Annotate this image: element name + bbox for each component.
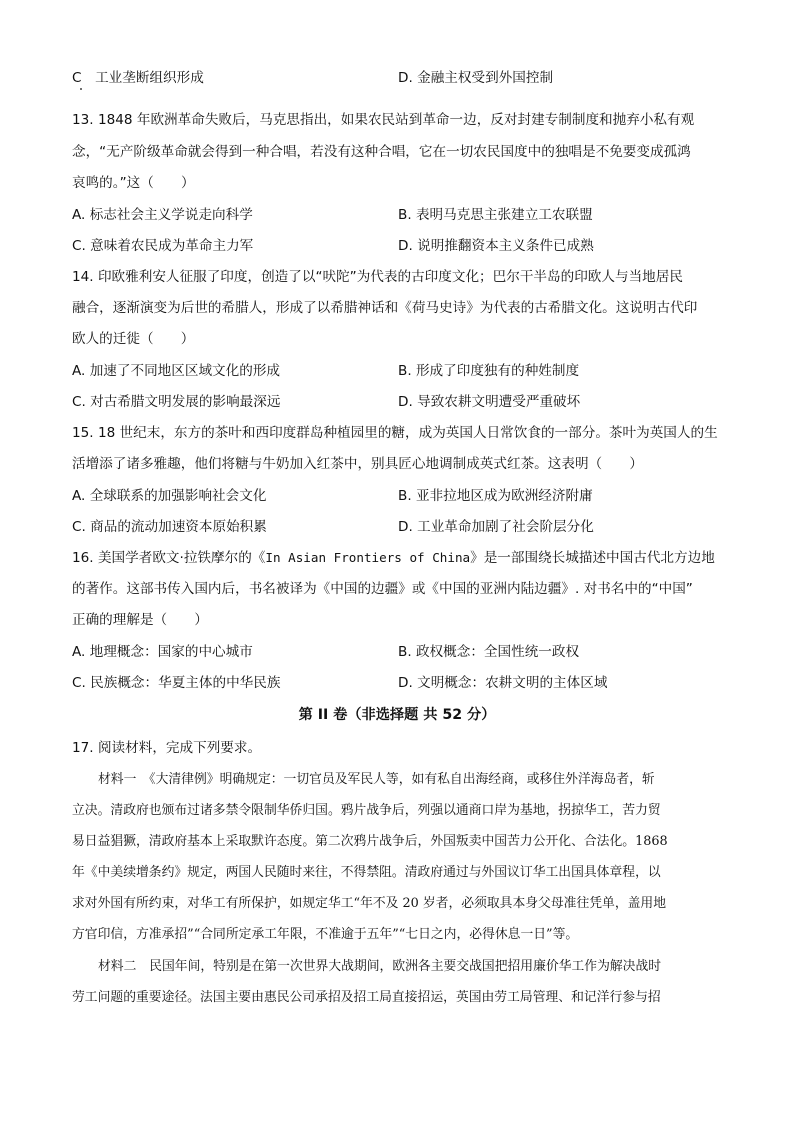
q15-option-d[interactable]: D. 工业革命加剧了社会阶层分化: [398, 519, 594, 535]
prev-option-c: C 工业垄断组织形成: [72, 70, 204, 86]
q16-option-d[interactable]: D. 文明概念：农耕文明的主体区域: [398, 675, 608, 691]
q16-line-1-pre: 16. 美国学者欧文·拉铁摩尔的《: [72, 550, 266, 566]
q17-material2-line-1: 材料二 民国年间，特别是在第一次世界大战期间，欧洲各主要交战国把招用廉价华工作为解决战时: [98, 959, 662, 974]
q16-line-3: 正确的理解是（ ）: [72, 612, 208, 628]
q13-option-c[interactable]: C. 意味着农民成为革命主力军: [72, 238, 254, 254]
q13-line-3: 哀鸣的。”这（ ）: [72, 175, 195, 191]
q17-material2-line-2: 劳工问题的重要途径。法国主要由惠民公司承招及招工局直接招运，英国由劳工局管理、和记洋行参与招: [72, 990, 661, 1005]
q16-book-title: In Asian Frontiers of China: [265, 550, 471, 565]
q17-material1-line-5: 求对外国有所约束，对华工有所保护，如规定华工“年不及 20 岁者，必须取具本身父母准往凭单，盖用地: [72, 896, 667, 911]
q14-line-3: 欧人的迁徙（ ）: [72, 331, 195, 347]
q16-line-1: [72, 546, 715, 566]
q16-line-2: 的著作。这部书传入国内后，书名被译为《中国的边疆》或《中国的亚洲内陆边疆》. 对书名中的“中国”: [72, 581, 693, 597]
stray-dot: [80, 88, 82, 90]
q14-option-d[interactable]: D. 导致农耕文明遭受严重破坏: [398, 394, 581, 410]
q17-material1-line-6: 方官印信，方准承招”“合同所定承工年限，不准逾于五年”“七日之内，必得休息一日”等。: [72, 927, 579, 942]
q13-line-1: 13. 1848 年欧洲革命失败后，马克思指出，如果农民站到革命一边，反对封建专制制度和抛弃小私有观: [72, 112, 695, 128]
q14-line-2: 融合，逐渐演变为后世的希腊人，形成了以希腊神话和《荷马史诗》为代表的古希腊文化。这说明古代印: [72, 300, 698, 316]
q15-line-2: 活增添了诸多雅趣，他们将糖与牛奶加入红茶中，别具匠心地调制成英式红茶。这表明（ ）: [72, 456, 643, 472]
q14-line-1: 14. 印欧雅利安人征服了印度，创造了以“吠陀”为代表的古印度文化；巴尔干半岛的印欧人与当地居民: [72, 269, 683, 285]
q13-line-2: 念，“无产阶级革命就会得到一种合唱，若没有这种合唱，它在一切农民国度中的独唱是不免要变成孤鸿: [72, 144, 691, 160]
section-2-title: 第 II 卷（非选择题 共 52 分）: [298, 707, 496, 723]
q15-option-b[interactable]: B. 亚非拉地区成为欧洲经济附庸: [398, 488, 593, 504]
q14-option-a[interactable]: A. 加速了不同地区区域文化的形成: [72, 363, 281, 379]
q13-option-b[interactable]: B. 表明马克思主张建立工农联盟: [398, 207, 593, 223]
q15-option-c[interactable]: C. 商品的流动加速资本原始积累: [72, 519, 267, 535]
prev-option-d: D. 金融主权受到外国控制: [398, 70, 554, 86]
q14-option-b[interactable]: B. 形成了印度独有的种姓制度: [398, 363, 580, 379]
q13-option-d[interactable]: D. 说明推翻资本主义条件已成熟: [398, 238, 594, 254]
q16-option-c[interactable]: C. 民族概念：华夏主体的中华民族: [72, 675, 281, 691]
q16-line-1-post: 》是一部围绕长城描述中国古代北方边地: [470, 550, 715, 566]
q16-option-a[interactable]: A. 地理概念：国家的中心城市: [72, 644, 253, 660]
q13-option-a[interactable]: A. 标志社会主义学说走向科学: [72, 207, 253, 223]
q17-intro: 17. 阅读材料，完成下列要求。: [72, 740, 262, 756]
q14-option-c[interactable]: C. 对古希腊文明发展的影响最深远: [72, 394, 281, 410]
q17-material1-line-1: 材料一 《大清律例》明确规定：一切官员及军民人等，如有私自出海经商，或移住外洋海岛者，斩: [98, 772, 655, 787]
q16-option-b[interactable]: B. 政权概念：全国性统一政权: [398, 644, 580, 660]
q15-option-a[interactable]: A. 全球联系的加强影响社会文化: [72, 488, 267, 504]
q17-material1-line-4: 年《中美续增条约》规定，两国人民随时来往，不得禁阻。清政府通过与外国议订华工出国具体章程，以: [72, 865, 661, 880]
q15-line-1: 15. 18 世纪末，东方的茶叶和西印度群岛种植园里的糖，成为英国人日常饮食的一部分。茶叶为英国人的生: [72, 425, 718, 441]
q17-material1-line-2: 立决。清政府也颁布过诸多禁令限制华侨归国。鸦片战争后，列强以通商口岸为基地，拐掠华工，苦力贸: [72, 803, 661, 818]
q17-material1-line-3: 易日益猖獗，清政府基本上采取默许态度。第二次鸦片战争后，外国叛卖中国苦力公开化、合法化。1868: [72, 834, 668, 849]
